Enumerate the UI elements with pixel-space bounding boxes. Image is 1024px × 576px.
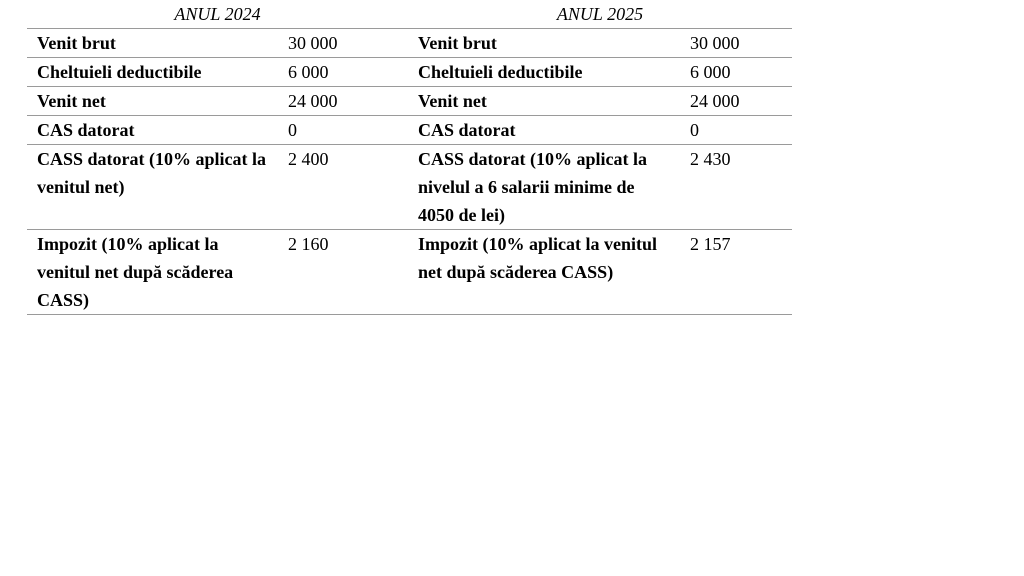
row-label-2025: Venit net — [408, 87, 680, 116]
table-row — [27, 87, 792, 116]
row-label-2025: Cheltuieli deductibile — [408, 58, 680, 87]
tax-comparison-table — [27, 0, 792, 315]
row-value-2024: 2 160 — [278, 230, 408, 315]
row-value-2024: 2 400 — [278, 145, 408, 230]
table-row — [27, 29, 792, 58]
row-value-2025: 24 000 — [680, 87, 792, 116]
row-value-2025: 2 430 — [680, 145, 792, 230]
row-label-2025: CAS datorat — [408, 116, 680, 145]
row-value-2024: 0 — [278, 116, 408, 145]
row-label-2024: Venit net — [27, 87, 278, 116]
row-label-2024: CASS datorat (10% aplicat la venitul net) — [27, 145, 278, 230]
row-label-2025: CASS datorat (10% aplicat la nivelul a 6 salarii minime de 4050 de lei) — [408, 145, 680, 230]
table-row — [27, 58, 792, 87]
row-label-2025: Venit brut — [408, 29, 680, 58]
row-label-2024: Cheltuieli deductibile — [27, 58, 278, 87]
table-row — [27, 116, 792, 145]
table-row — [27, 230, 792, 315]
row-label-2024: Impozit (10% aplicat la venitul net după scăderea CASS) — [27, 230, 278, 315]
row-label-2024: CAS datorat — [27, 116, 278, 145]
table-header-row — [27, 0, 792, 29]
table-row — [27, 145, 792, 230]
year-2024-header: ANUL 2024 — [27, 0, 408, 29]
row-label-2024: Venit brut — [27, 29, 278, 58]
row-label-2025: Impozit (10% aplicat la venitul net după scăderea CASS) — [408, 230, 680, 315]
row-value-2024: 30 000 — [278, 29, 408, 58]
row-value-2025: 0 — [680, 116, 792, 145]
row-value-2025: 30 000 — [680, 29, 792, 58]
year-2025-header: ANUL 2025 — [408, 0, 792, 29]
row-value-2025: 2 157 — [680, 230, 792, 315]
row-value-2024: 6 000 — [278, 58, 408, 87]
row-value-2024: 24 000 — [278, 87, 408, 116]
row-value-2025: 6 000 — [680, 58, 792, 87]
